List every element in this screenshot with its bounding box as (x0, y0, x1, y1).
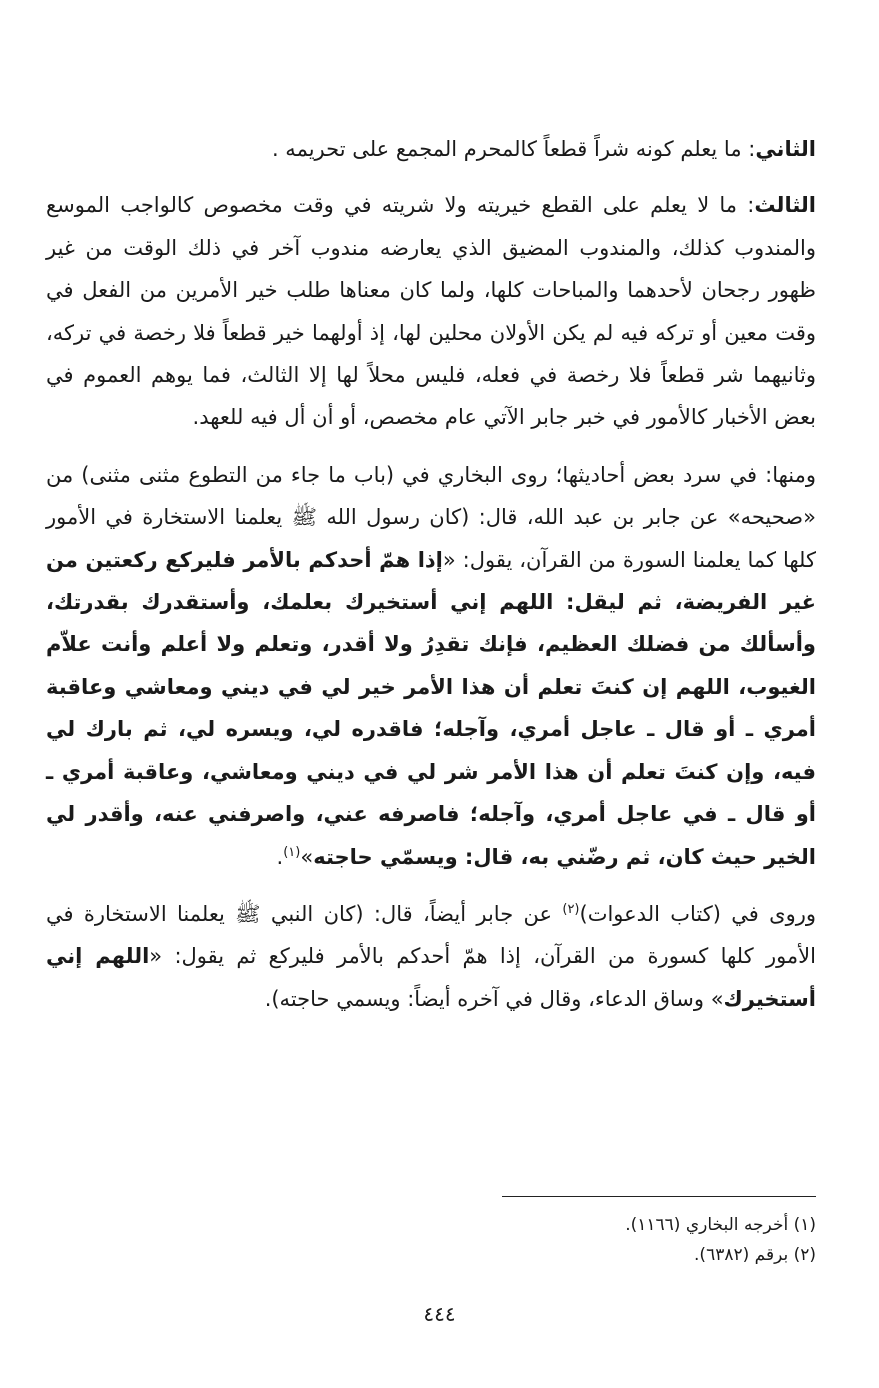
footnote-ref-1[interactable]: (١) (283, 844, 301, 860)
dawat-text-3: » وساق الدعاء، وقال في آخره أيضاً: ويسمي حاجته). (264, 986, 724, 1011)
dawat-text-2: عن جابر أيضاً، قال: (كان النبي ﷺ يعلمنا الاستخارة في الأمور كلها كسورة من القرآن، إذا همّ أحدكم بالأمر فليركع ثم يقول: « (46, 901, 816, 969)
paragraph-third (46, 184, 816, 438)
paragraph-second-text: : ما يعلم كونه شراً قطعاً كالمحرم المجمع على تحريمه . (271, 137, 756, 161)
page-number: ٤٤٤ (423, 1302, 456, 1326)
footnotes (46, 1210, 816, 1270)
dawat-bold: اللهم إني أستخيرك (46, 944, 816, 1011)
heading-third: الثالث (754, 193, 816, 218)
footnote-divider (502, 1196, 816, 1197)
hadith-text: إذا همّ أحدكم بالأمر فليركع ركعتين من غير الفريضة، ثم ليقل: اللهم إني أستخيرك بعلمك، وأستقدرك بقدرتك، وأسألك من فضلك العظيم، فإنك تقدِرُ ولا أقدر، وتعلم ولا أعلم وأنت علاّم الغيوب، اللهم إن كنتَ تعلم أن هذا الأمر خير لي في ديني ومعاشي وعاقبة أمري ـ أو قال ـ عاجل أمري، وآجله؛ فاقدره لي، ويسره لي، ثم بارك لي فيه، وإن كنتَ تعلم أن هذا الأمر شر لي في ديني ومعاشي، وعاقبة أمري ـ أو قال ـ في عاجل أمري، وآجله؛ فاصرفه عني، واصرفني عنه، وأقدر لي الخير حيث كان، ثم رضّني به، قال: ويسمّي حاجته (46, 547, 816, 869)
paragraph-dawat (46, 893, 816, 1020)
footnote-1: (١) أخرجه البخاري (١١٦٦). (625, 1215, 816, 1235)
hadith-close-quote: » (300, 844, 314, 869)
main-text (46, 128, 816, 1020)
paragraph-second (46, 128, 816, 170)
heading-second: الثاني (755, 137, 816, 161)
hadith-intro: ومنها: في سرد بعض أحاديثها؛ روى البخاري في (باب ما جاء من التطوع مثنى مثنى) من «صحيحه» عن جابر بن عبد الله، قال: (كان رسول الله ﷺ يعلمنا الاستخارة في الأمور كلها كما يعلمنا السورة من القرآن، يقول: « (46, 462, 816, 572)
paragraph-third-text: : ما لا يعلم على القطع خيريته ولا شريته في وقت مخصوص كالواجب الموسع والمندوب كذلك، والمندوب المضيق الذي يعارضه مندوب آخر في ذلك الوقت من غير ظهور رجحان لأحدهما والمباحات كلها، ولما كان معناها طلب خير الأمرين من الفعل في وقت معين أو تركه فيه لم يكن الأولان محلين لها، إذ أولهما خير قطعاً فلا رخصة في تركه، وثانيهما شر قطعاً فلا رخصة في فعله، فليس محلاً لها إلا الثالث، فما يوهم العموم في بعض الأخبار كالأمور في خبر جابر الآتي عام مخصص، أو أن أل فيه للعهد. (46, 193, 816, 430)
footnote-ref-2[interactable]: (٢) (562, 901, 580, 917)
hadith-end: . (276, 844, 284, 869)
footnote-2: (٢) برقم (٦٣٨٢). (694, 1245, 816, 1265)
paragraph-hadith-bukhari (46, 454, 816, 878)
dawat-text-1: وروى في (كتاب الدعوات) (579, 901, 816, 926)
